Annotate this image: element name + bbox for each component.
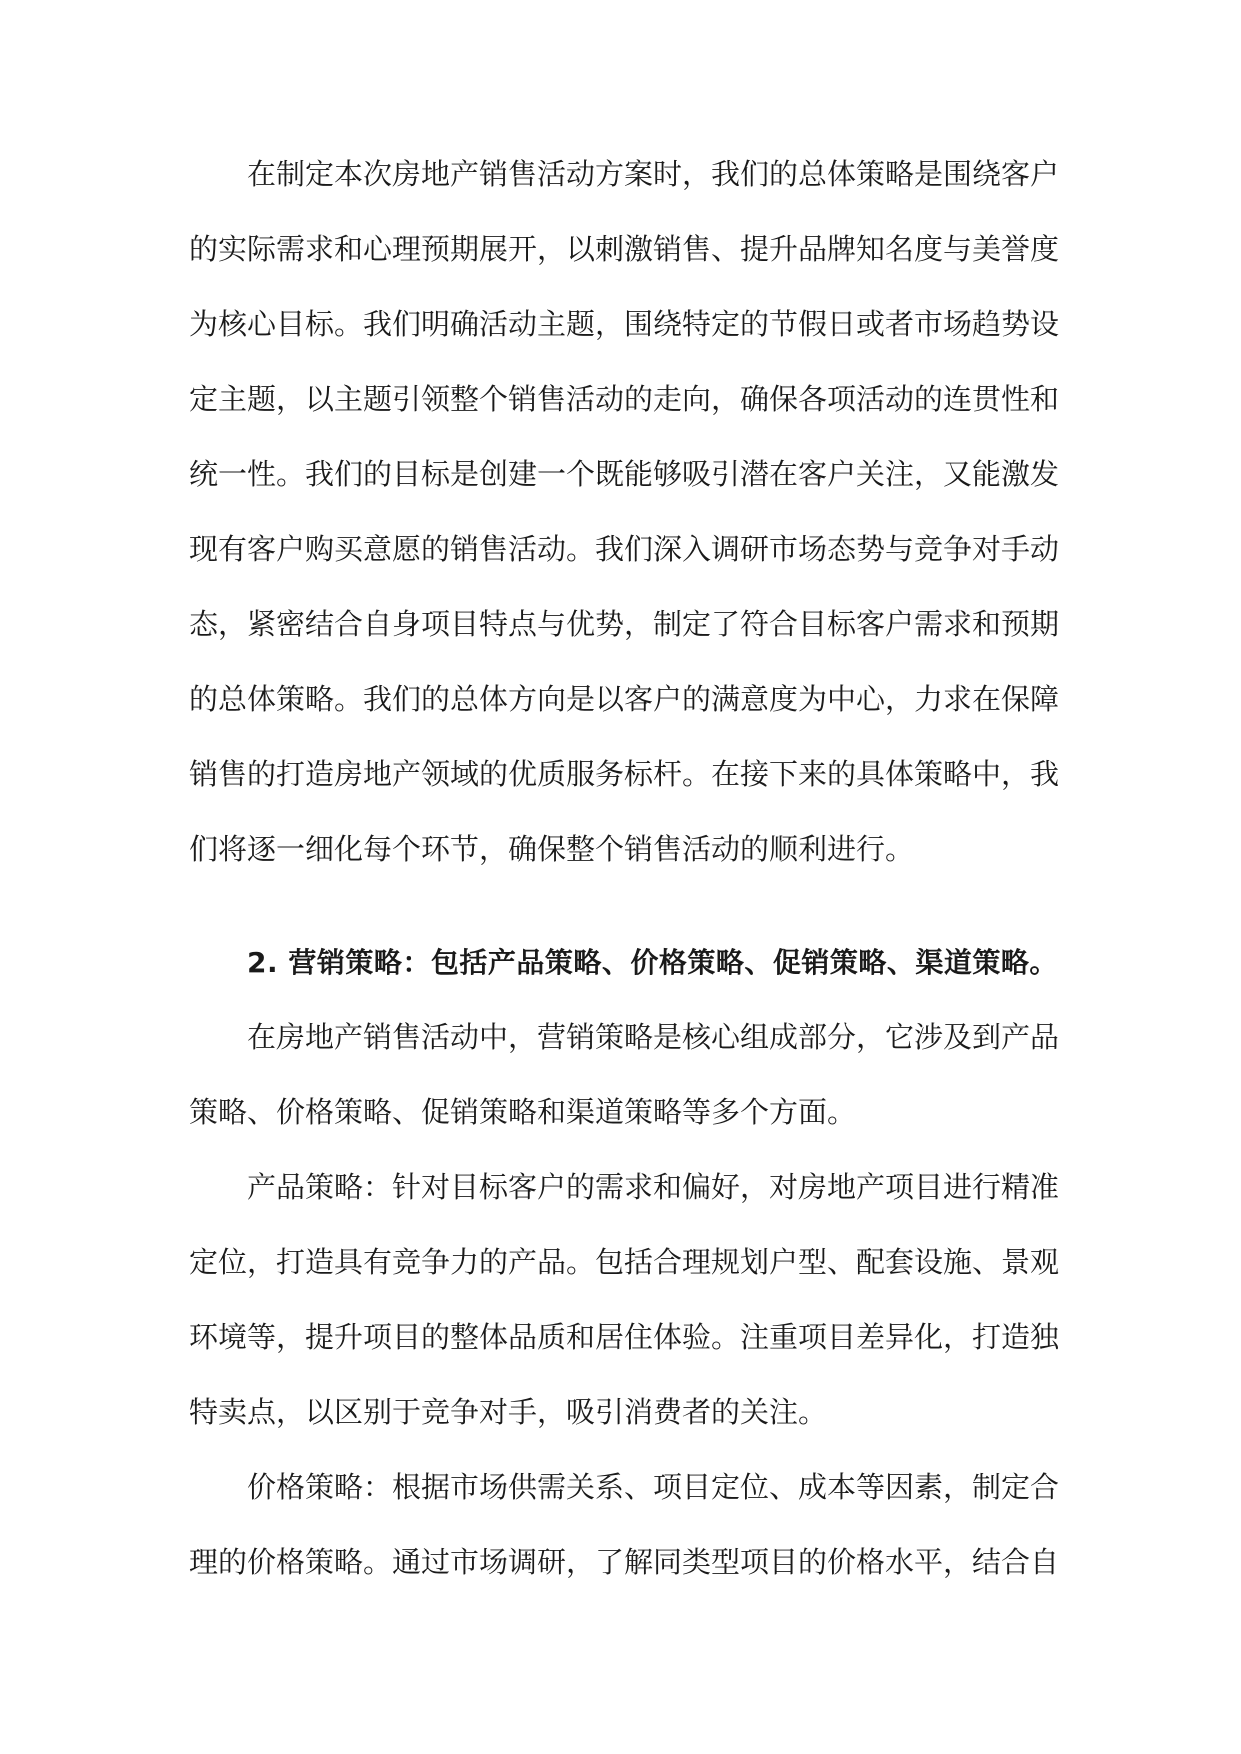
paragraph-price-strategy: 价格策略：根据市场供需关系、项目定位、成本等因素，制定合理的价格策略。通过市场调研，了解同类型项目的价格水平，结合自: [189, 1470, 1060, 1579]
paragraph-product-strategy: 产品策略：针对目标客户的需求和偏好，对房地产项目进行精准定位，打造具有竞争力的产品。包括合理规划户型、配套设施、景观环境等，提升项目的整体品质和居住体验。注重项目差异化，打造独特卖点，以区别于竞争对手，吸引消费者的关注。: [189, 1170, 1060, 1429]
document-body: [189, 137, 1059, 1600]
paragraph-overall-strategy: 在制定本次房地产销售活动方案时，我们的总体策略是围绕客户的实际需求和心理预期展开，以刺激销售、提升品牌知名度与美誉度为核心目标。我们明确活动主题，围绕特定的节假日或者市场趋势设定主题，以主题引领整个销售活动的走向，确保各项活动的连贯性和统一性。我们的目标是创建一个既能够吸引潜在客户关注，又能激发现有客户购买意愿的销售活动。我们深入调研市场态势与竞争对手动态，紧密结合自身项目特点与优势，制定了符合目标客户需求和预期的总体策略。我们的总体方向是以客户的满意度为中心，力求在保障销售的打造房地产领域的优质服务标杆。在接下来的具体策略中，我们将逐一细化每个环节，确保整个销售活动的顺利进行。: [189, 157, 1060, 866]
section-heading-marketing-strategy: 2. 营销策略：包括产品策略、价格策略、促销策略、渠道策略。: [247, 946, 1058, 979]
paragraph-marketing-intro: 在房地产销售活动中，营销策略是核心组成部分，它涉及到产品策略、价格策略、促销策略和渠道策略等多个方面。: [189, 1020, 1060, 1129]
